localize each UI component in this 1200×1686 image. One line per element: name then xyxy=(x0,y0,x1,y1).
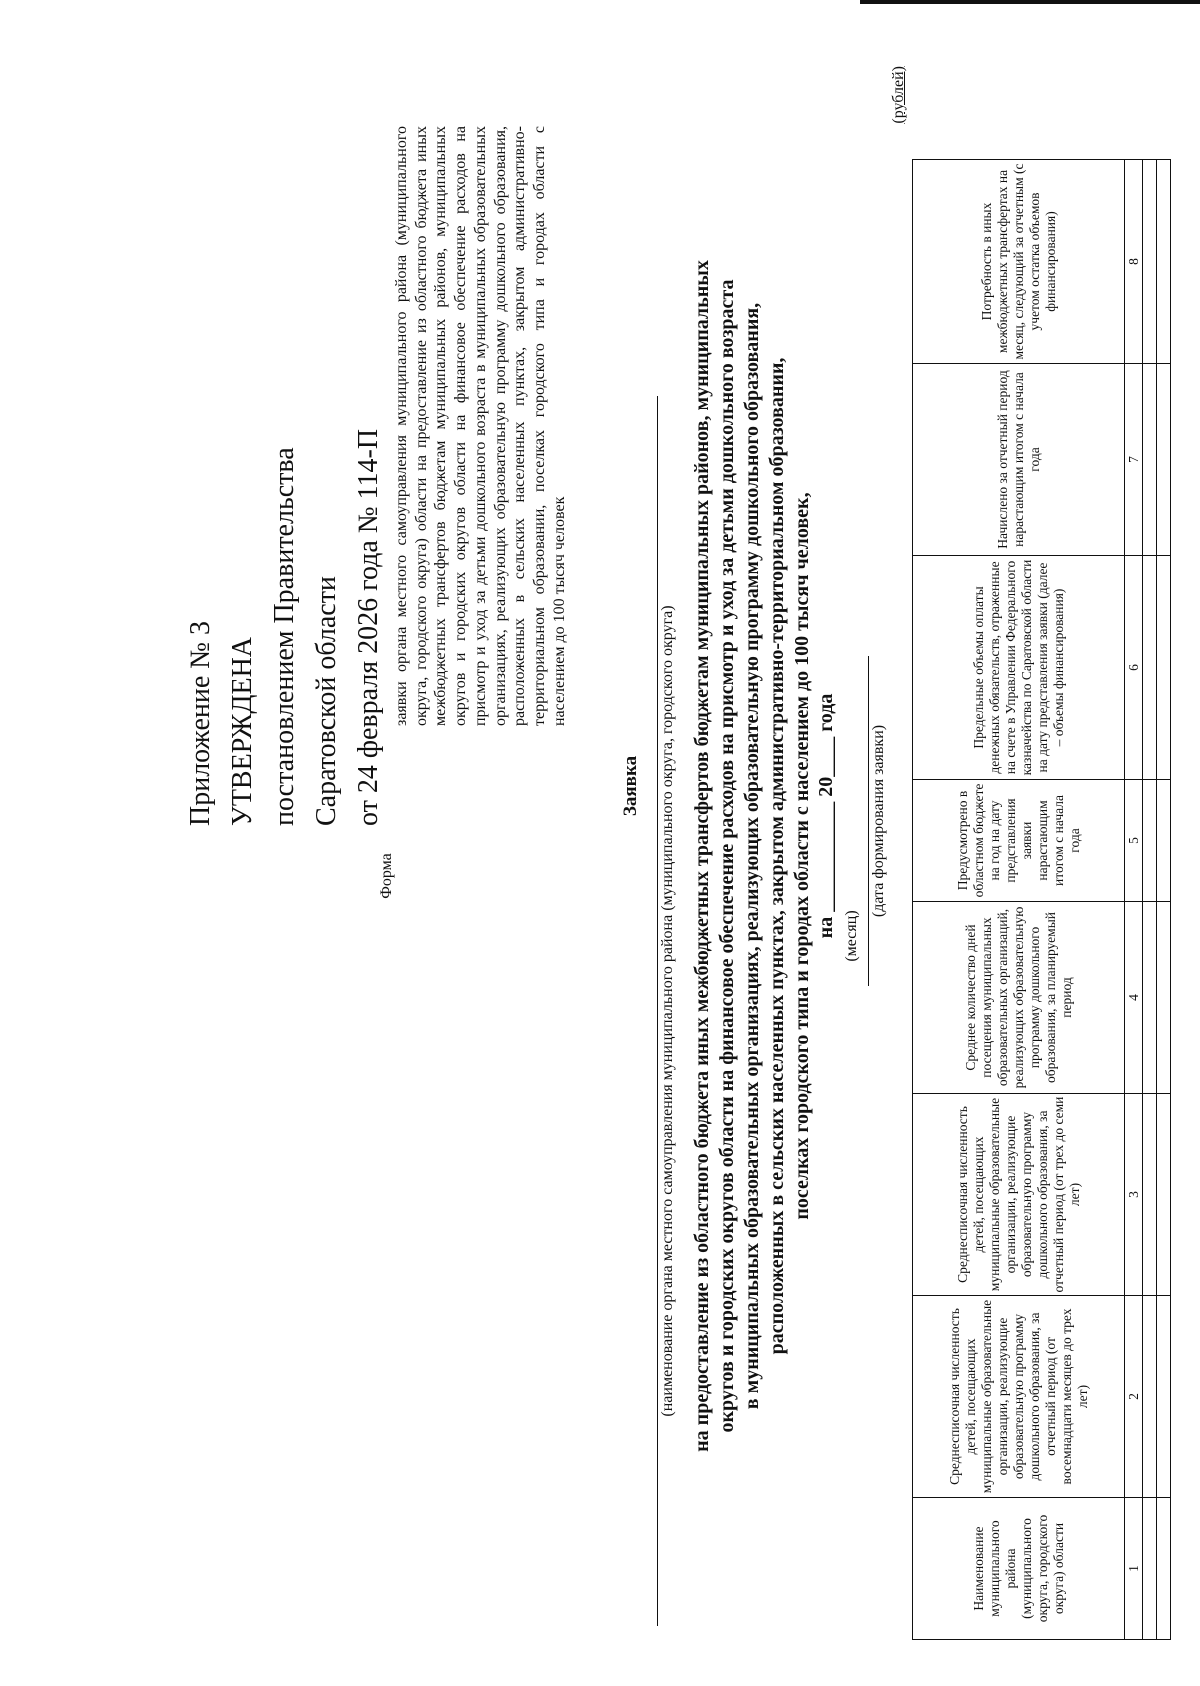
table-cell xyxy=(1143,1094,1157,1296)
table-cell xyxy=(1143,780,1157,902)
request-subject-line: поселках городского типа и городах области с населением до 100 тысяч человек, xyxy=(791,492,813,1220)
table-cell xyxy=(1143,364,1157,556)
column-number: 2 xyxy=(1125,1296,1143,1498)
approval-date: от 24 февраля 2026 года № 114-П xyxy=(353,428,384,826)
approval-block xyxy=(180,266,390,826)
appendix-number: Приложение № 3 xyxy=(185,621,216,826)
column-header: Наименование муниципального района (муниципального округа, городского округа) области xyxy=(913,1498,1125,1640)
request-subject-line: округов и городских округов области на финансовое обеспечение расходов на присмотр и уход за детьми дошкольного возраста xyxy=(716,279,738,1433)
table-cell xyxy=(1157,1498,1171,1640)
column-number: 4 xyxy=(1125,902,1143,1094)
column-number-row xyxy=(1125,160,1143,1640)
empty-row xyxy=(1143,160,1157,1640)
column-number: 8 xyxy=(1125,160,1143,364)
column-header: Среднесписочная численность детей, посещающих муниципальные образовательные организации, реализующие образовательную программу дошкольного образования, за отчетный период (от трех до семи лет) xyxy=(913,1094,1125,1296)
request-subject-line: расположенных в сельских населенных пунктах, закрытом административно-территориальном образовании, xyxy=(766,357,788,1355)
organ-name-caption: (наименование органа местного самоуправления муниципального района (муниципального округа, городского округа) xyxy=(659,605,676,1417)
table-cell xyxy=(1143,556,1157,780)
unit-label: (рублей) xyxy=(890,66,907,124)
request-subject xyxy=(690,76,815,1636)
table-cell xyxy=(1157,160,1171,364)
approval-region: Саратовской области xyxy=(311,576,342,826)
request-table xyxy=(912,159,1171,1640)
table-cell xyxy=(1143,1296,1157,1498)
table-cell xyxy=(1157,780,1171,902)
request-period: на ___________ 20____ года xyxy=(815,693,837,939)
column-header: Потребность в иных межбюджетных трансфертах на месяц, следующий за отчетным (с учетом остатка объемов финансирования) xyxy=(913,160,1125,364)
column-header: Начислено за отчетный период нарастающим итогом с начала года xyxy=(913,364,1125,556)
table-cell xyxy=(1157,1094,1171,1296)
table-cell xyxy=(1143,160,1157,364)
approved-by: постановлением Правительства xyxy=(269,447,300,826)
empty-row xyxy=(1157,160,1171,1640)
date-caption: (дата формирования заявки) xyxy=(870,724,887,918)
table-cell xyxy=(1157,364,1171,556)
approved-heading: УТВЕРЖДЕНА xyxy=(227,636,258,826)
column-number: 3 xyxy=(1125,1094,1143,1296)
request-title: Заявка xyxy=(620,755,641,817)
column-header: Предусмотрено в областном бюджете на год на дату представления заявки нарастающим итогом с начала года xyxy=(913,780,1125,902)
table-cell xyxy=(1143,902,1157,1094)
column-number: 6 xyxy=(1125,556,1143,780)
form-label: Форма xyxy=(378,853,395,899)
organ-name-line xyxy=(657,396,658,1626)
request-subject-line: на предоставление из областного бюджета иных межбюджетных трансфертов бюджетам муниципальных районов, муниципальных xyxy=(691,260,713,1452)
table-cell xyxy=(1143,1498,1157,1640)
table-cell xyxy=(1157,556,1171,780)
table-header-row xyxy=(913,160,1125,1640)
column-header: Предельные объемы оплаты денежных обязательств, отраженные на счете в Управлении Федерального казначейства по Саратовской области на дату представления заявки (далее – объемы финансирования) xyxy=(913,556,1125,780)
date-line xyxy=(868,656,869,986)
column-header: Среднесписочная численность детей, посещающих муниципальные образовательные организации, реализующие образовательную программу дошкольного образования, за отчетный период (от восемнадцати месяцев до трех лет) xyxy=(913,1296,1125,1498)
request-subject-line: в муниципальных образовательных организациях, реализующих образовательную программу дошкольного образования, xyxy=(741,302,763,1410)
table-cell xyxy=(1157,1296,1171,1498)
form-description: заявки органа местного самоуправления муниципального района (муниципального округа, городского округа) области на предоставление из областного бюджета иных межбюджетных трансфертов бюджетам муниципальных районов, муниципальных округов и городских округов области на финансовое обеспечение расходов на присмотр и уход за детьми дошкольного возраста в муниципальных образовательных организациях, реализующих образовательную программу дошкольного образования, расположенных в сельских населенных пунктах, закрытом административно-территориальном образовании, поселках городского типа и городах области с населением до 100 тысяч человек xyxy=(393,126,568,726)
column-number: 7 xyxy=(1125,364,1143,556)
column-header: Среднее количество дней посещения муниципальных образовательных организаций, реализующих образовательную программу дошкольного образования, за планируемый период xyxy=(913,902,1125,1094)
column-number: 1 xyxy=(1125,1498,1143,1640)
table-cell xyxy=(1157,902,1171,1094)
month-caption: (месяц) xyxy=(843,910,860,962)
column-number: 5 xyxy=(1125,780,1143,902)
